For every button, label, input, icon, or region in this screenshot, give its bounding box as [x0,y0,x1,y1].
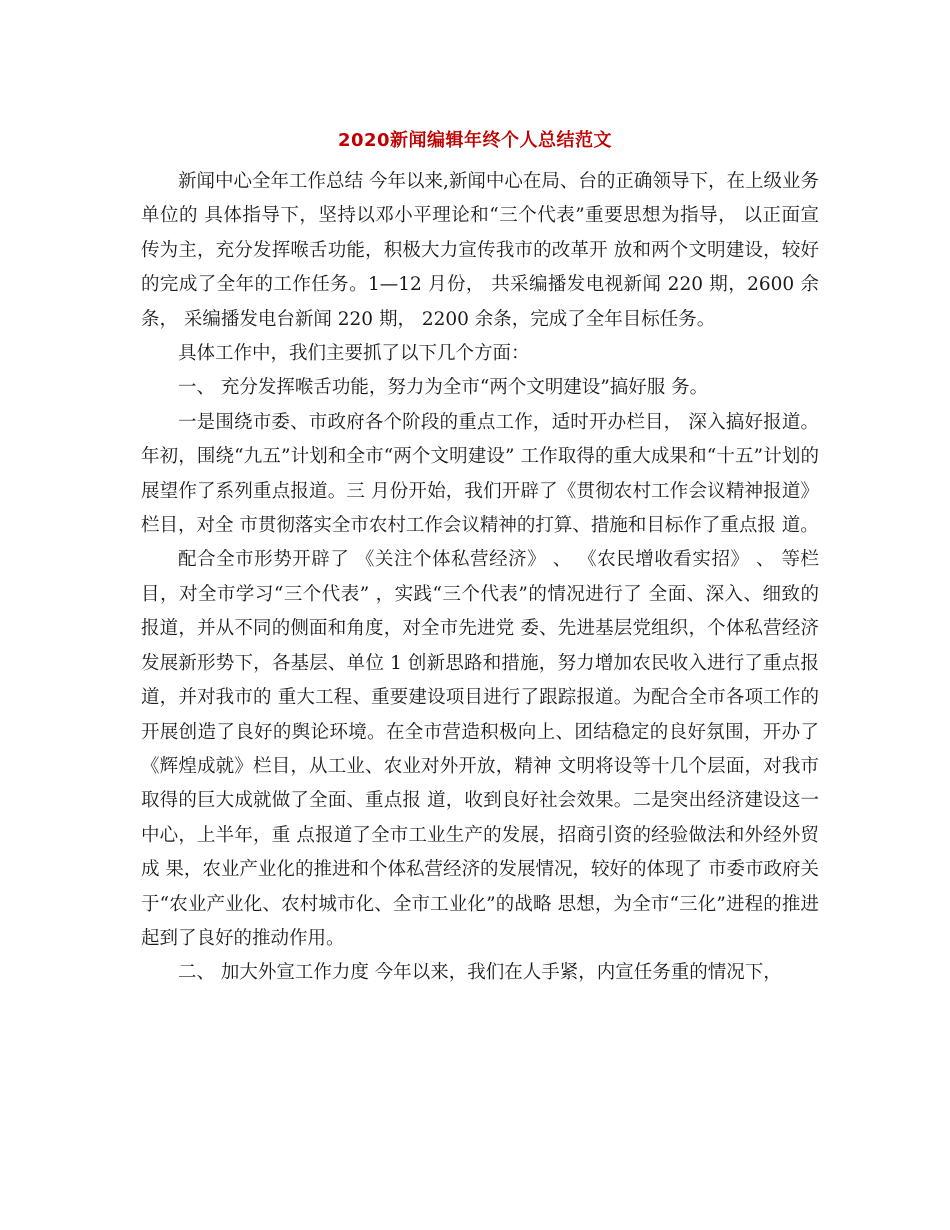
paragraph-section-two-heading: 二、 加大外宣工作力度 今年以来，我们在人手紧，内宣任务重的情况下， [178,962,782,984]
document-body [141,165,819,991]
document-title: 2020新闻编辑年终个人总结范文 [337,130,613,151]
paragraph-section-one-heading: 一、 充分发挥喉舌功能，努力为全市“两个文明建设”搞好服 务。 [178,377,709,399]
paragraph-intro: 新闻中心全年工作总结 今年以来,新闻中心在局、台的正确领导下，在上级业务单位的 具体指导下，坚持以邓小平理论和“三个代表”重要思想为指导， 以正面宣传为主，充分发挥喉舌功能，积极大力宣传我市的改革开 放和两个文明建设，较好的完成了全年的工作任务。1—12 月份， 共采编播发电视新闻 220 期，2600 余条， 采编播发电台新闻 220 期， 2200 余条，完成了全年目标任务。 [141,171,819,330]
paragraph-section-one-columns: 配合全市形势开辟了 《关注个体私营经济》 、 《农民增收看实招》 、 等栏目，对全市学习“三个代表” ，实践“三个代表”的情况进行了 全面、深入、细致的报道，并从不同的侧面和角度，对全市先进党 委、先进基层党组织，个体私营经济发展新形势下，各基层、单位 1 创新思路和措施，努力增加农民收入进行了重点报道，并对我市的 重大工程、重要建设项目进行了跟踪报道。为配合全市各项工作的 开展创造了良好的舆论环境。在全市营造积极向上、团结稳定的良好氛围，开办了《辉煌成就》栏目，从工业、农业对外开放，精神 文明将设等十几个层面，对我市取得的巨大成就做了全面、重点报 道，收到良好社会效果。二是突出经济建设这一中心，上半年，重 点报道了全市工业生产的发展，招商引资的经验做法和外经外贸成 果，农业产业化的推进和个体私营经济的发展情况，较好的体现了 市委市政府关于“农业产业化、农村城市化、全市工业化”的战略 思想，为全市“三化”进程的推进起到了良好的推动作用。 [141,549,819,949]
paragraph-section-one-point-one: 一是围绕市委、市政府各个阶段的重点工作，适时开办栏目， 深入搞好报道。年初，围绕“九五”计划和全市“两个文明建设” 工作取得的重大成果和“十五”计划的展望作了系列重点报道。三 月份开始，我们开辟了《贯彻农村工作会议精神报道》栏目，对全 市贯彻落实全市农村工作会议精神的打算、措施和目标作了重点报 道。 [141,411,819,537]
paragraph-aspects-intro: 具体工作中，我们主要抓了以下几个方面： [178,343,530,365]
